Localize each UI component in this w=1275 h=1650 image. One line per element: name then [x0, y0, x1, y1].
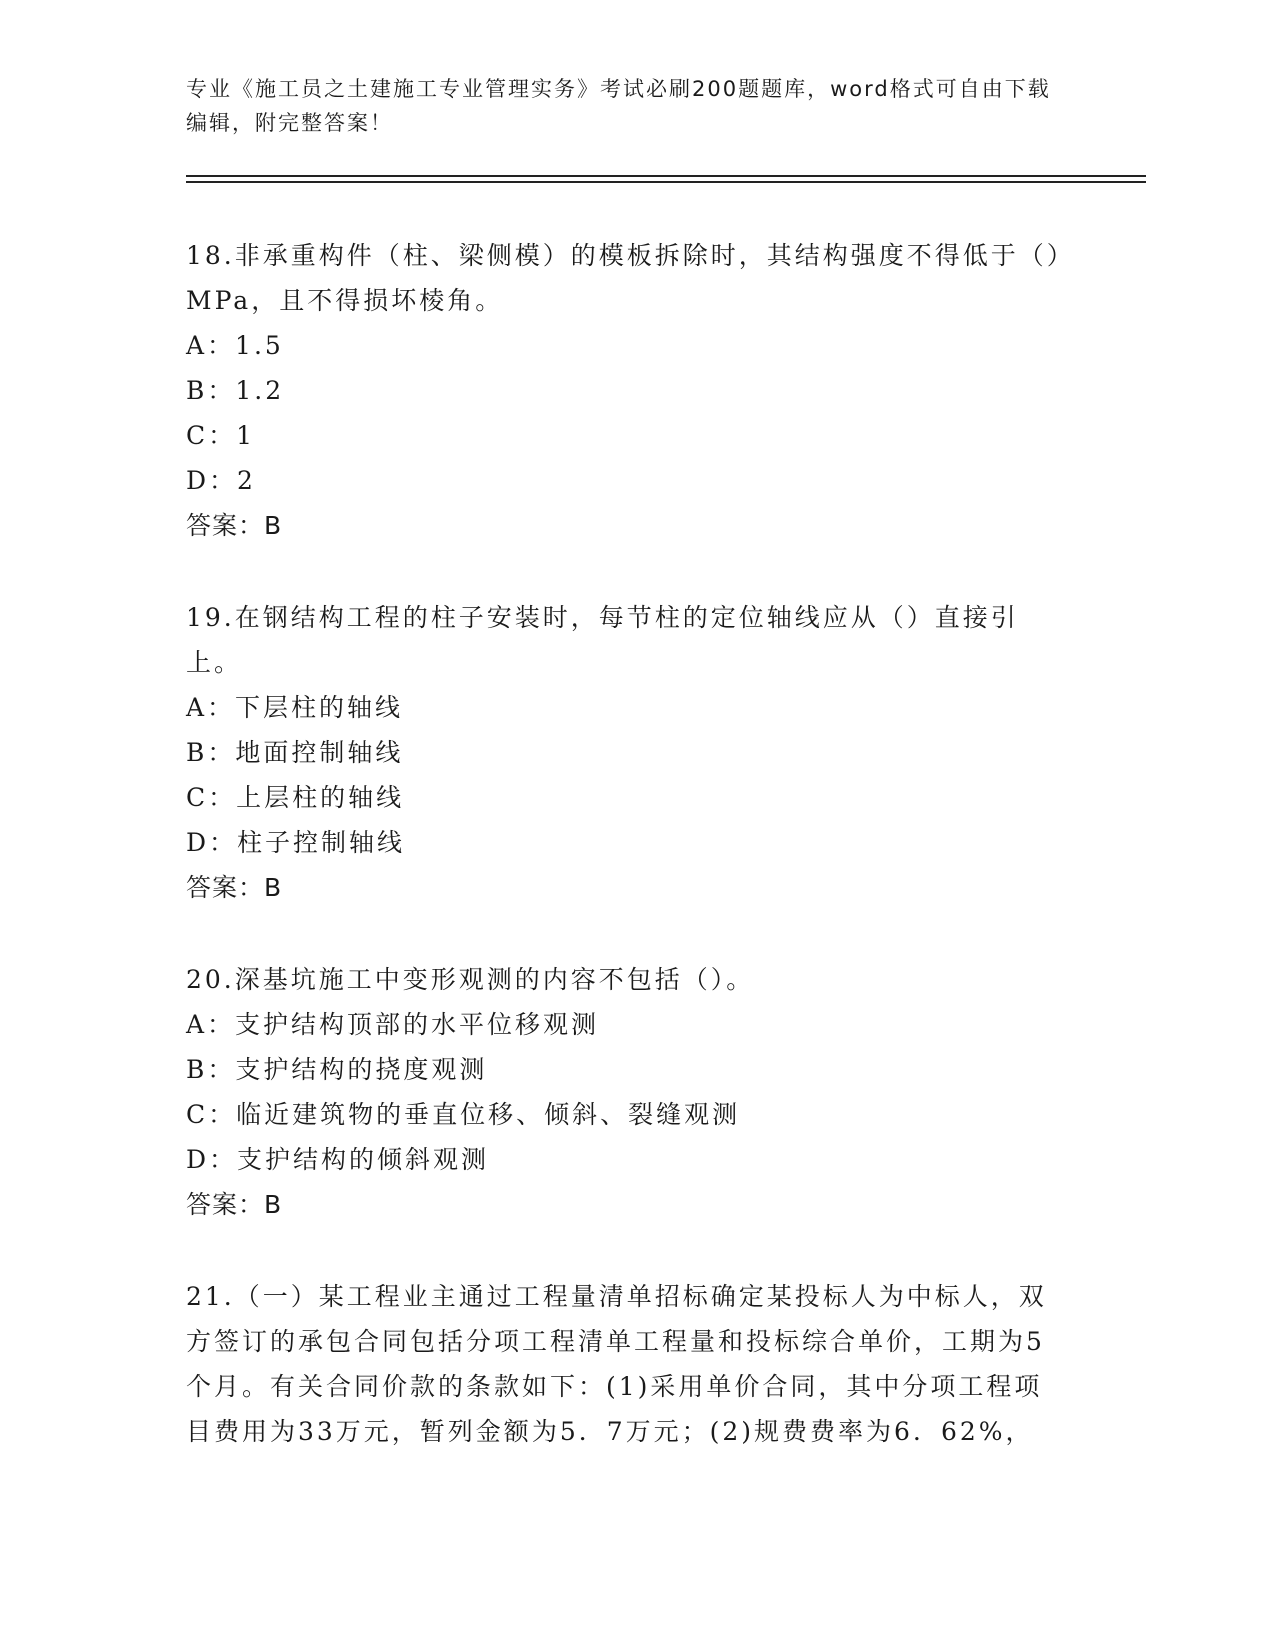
option-b: B：地面控制轴线 [186, 738, 404, 767]
answer-value: B [264, 873, 283, 902]
answer-value: B [264, 1190, 283, 1219]
option-c: C：1 [186, 421, 256, 450]
answer-label: 答案： [186, 511, 265, 540]
question-text: 21.（一）某工程业主通过工程量清单招标确定某投标人为中标人，双方签订的承包合同包括分项工程清单工程量和投标综合单价，工期为5个月。有关合同价款的条款如下：(1)采用单价合同，其中分项工程项目费用为33万元，暂列金额为5．7万元；(2)规费费率为6．62%， [186, 1282, 1047, 1446]
answer-line [186, 865, 1066, 910]
option-a: A：支护结构顶部的水平位移观测 [186, 1010, 600, 1039]
question-text: 19.在钢结构工程的柱子安装时，每节柱的定位轴线应从（）直接引上。 [186, 603, 1019, 677]
option-d: D：柱子控制轴线 [186, 828, 406, 857]
question-21 [186, 1274, 1066, 1454]
header-divider-bottom [186, 181, 1146, 183]
option-a: A：1.5 [186, 331, 284, 360]
option-b: B：1.2 [186, 376, 285, 405]
option-a: A：下层柱的轴线 [186, 693, 404, 722]
answer-value: B [264, 511, 283, 540]
question-19 [186, 595, 1066, 910]
document-header: 专业《施工员之土建施工专业管理实务》考试必刷200题题库，word格式可自由下载编辑，附完整答案！ [186, 77, 1051, 135]
answer-line [186, 503, 1066, 548]
answer-line [186, 1182, 1066, 1227]
option-d: D：2 [186, 466, 256, 495]
question-18 [186, 233, 1066, 548]
answer-label: 答案： [186, 873, 265, 902]
option-d: D：支护结构的倾斜观测 [186, 1145, 490, 1174]
question-text: 18.非承重构件（柱、梁侧模）的模板拆除时，其结构强度不得低于（）MPa，且不得损坏棱角。 [186, 241, 1063, 315]
option-c: C：上层柱的轴线 [186, 783, 405, 812]
question-20 [186, 957, 1066, 1227]
option-c: C：临近建筑物的垂直位移、倾斜、裂缝观测 [186, 1100, 741, 1129]
option-b: B：支护结构的挠度观测 [186, 1055, 488, 1084]
question-text: 20.深基坑施工中变形观测的内容不包括（）。 [186, 965, 755, 994]
answer-label: 答案： [186, 1190, 265, 1219]
header-divider-top [186, 175, 1146, 177]
